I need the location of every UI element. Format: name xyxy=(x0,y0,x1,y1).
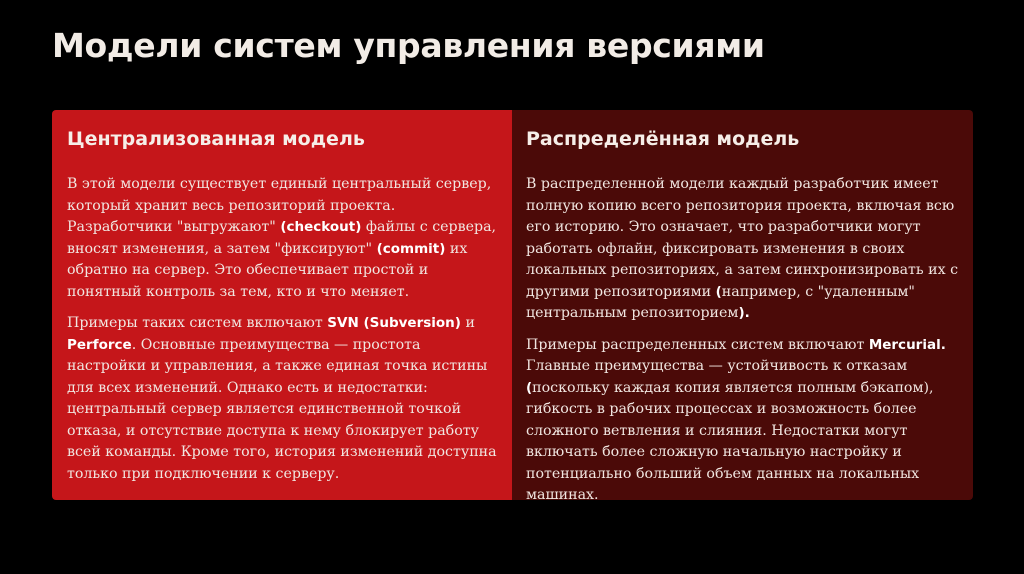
text-run: Примеры распределенных систем включают xyxy=(526,336,869,353)
centralized-paragraph-1 xyxy=(67,174,499,303)
centralized-model-title: Централизованная модель xyxy=(67,128,365,150)
term-paren-open: ( xyxy=(715,283,722,300)
text-run: В распределенной модели каждый разработчик имеет полную копию всего репозитория проекта, включая всю его историю. Это означает, что разработчики могут работать офлайн, фиксировать изменения в своих локальных репозиториях, а затем синхронизировать их с другими репозиториями xyxy=(526,176,959,300)
distributed-model-body xyxy=(526,174,966,517)
term-perforce: Perforce xyxy=(67,336,132,353)
text-run: Примеры таких систем включают xyxy=(67,315,328,331)
term-commit: (commit) xyxy=(376,240,446,257)
distributed-model-title: Распределённая модель xyxy=(526,128,800,150)
text-run: их обратно на сервер. Это обеспечивает простой и понятный контроль за тем, кто и что меняет. xyxy=(67,240,468,300)
distributed-model-card xyxy=(512,110,973,503)
centralized-paragraph-2 xyxy=(67,313,499,485)
distributed-paragraph-1 xyxy=(526,174,966,325)
centralized-model-card xyxy=(52,110,512,500)
text-run: Главные преимущества — устойчивость к отказам xyxy=(526,358,908,374)
slide-title: Модели систем управления версиями xyxy=(52,26,765,65)
centralized-model-body xyxy=(67,174,499,495)
text-run: например, с "удаленным" центральным репозиторием xyxy=(526,283,915,321)
text-run: файлы с сервера, вносят изменения, а затем "фиксируют" xyxy=(67,219,497,257)
term-svn: SVN (Subversion) xyxy=(327,315,461,331)
term-paren-close: ). xyxy=(738,305,750,321)
text-run: и xyxy=(460,315,475,331)
term-checkout: (checkout) xyxy=(280,219,362,235)
distributed-paragraph-2 xyxy=(526,335,966,507)
term-paren-open: ( xyxy=(526,379,533,396)
text-run: В этой модели существует единый центральный сервер, который хранит весь репозиторий проекта. Разработчики "выгружают" xyxy=(67,176,492,235)
text-run: . Основные преимущества — простота настройки и управления, а также единая точка истины для всех изменений. Однако есть и недостатки: центральный сервер является единственной точкой отказа, и отсутствие доступа к нему блокирует работу всей команды. Кроме того, история изменений доступна только при подключении к серверу. xyxy=(67,336,497,482)
text-run: поскольку каждая копия является полным бэкапом), гибкость в рабочих процессах и возможность более сложного ветвления и слияния. Недостатки могут включать более сложную начальную настройку и потенциально больший объем данных на локальных машинах. xyxy=(526,379,934,503)
term-mercurial: Mercurial. xyxy=(868,336,946,353)
